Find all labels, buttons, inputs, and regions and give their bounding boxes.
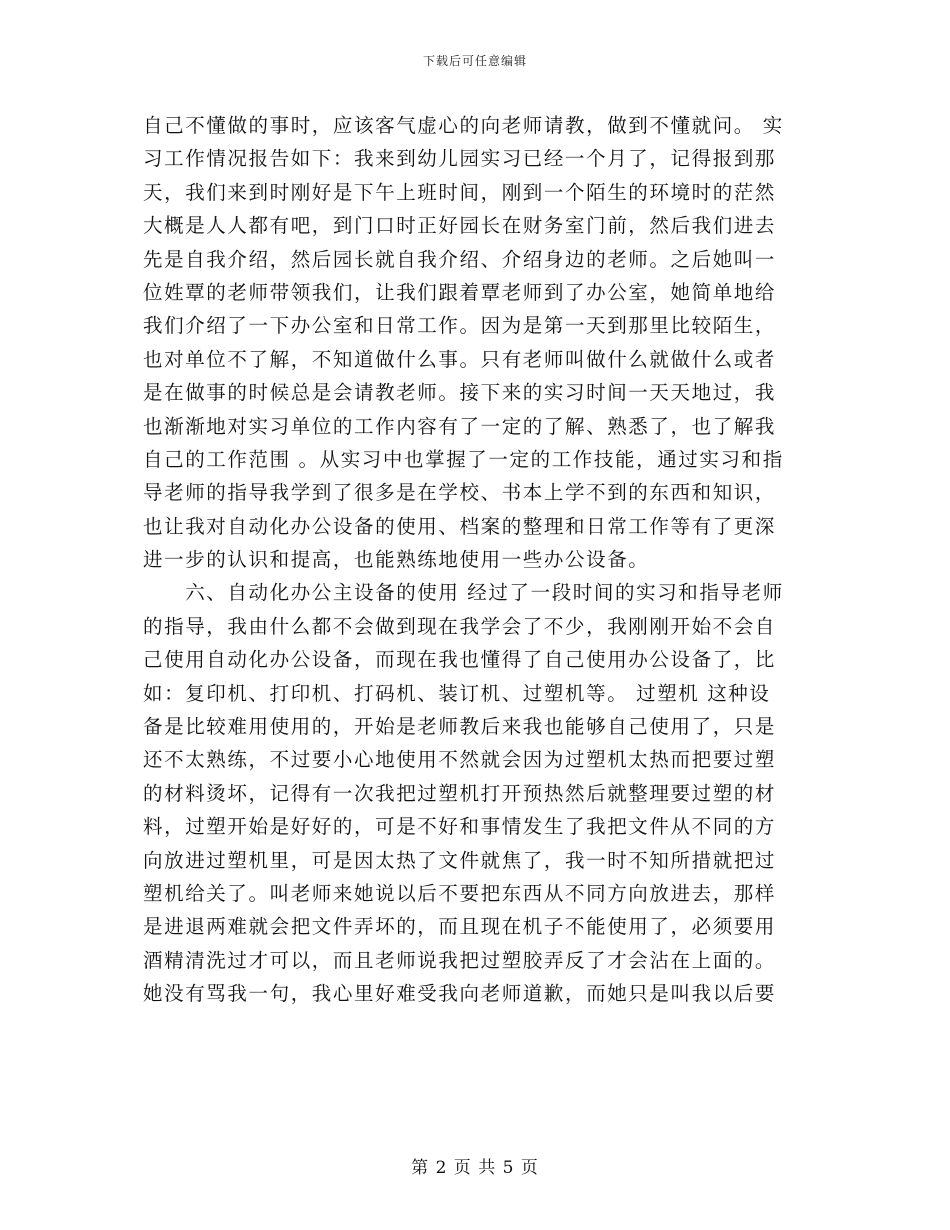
text-line: 大概是人人都有吧，到门口时正好园长在财务室门前，然后我们进去 [143, 214, 777, 238]
page-footer-suffix: 页 [520, 1158, 539, 1178]
text-line: 己使用自动化办公设备，而现在我也懂得了自己使用办公设备了，比 [143, 648, 777, 672]
text-line: 导老师的指导我学到了很多是在学校、书本上学不到的东西和知识， [143, 481, 777, 505]
text-line: 进一步的认识和提高，也能熟练地使用一些办公设备。 [143, 548, 650, 572]
text-line: 料，过塑开始是好好的，可是不好和事情发生了我把文件从不同的方 [143, 815, 777, 839]
text-line: 是进退两难就会把文件弄坏的，而且现在机子不能使用了，必须要用 [143, 915, 777, 939]
text-line: 位姓覃的老师带领我们，让我们跟着覃老师到了办公室，她简单地给 [143, 280, 777, 304]
text-line: 自己不懂做的事时，应该客气虚心的向老师请教，做到不懂就问。 实 [143, 114, 784, 137]
text-line: 是在做事的时候总是会请教老师。接下来的实习时间一天天地过，我 [143, 381, 777, 405]
page-footer-middle: 页 共 [453, 1158, 503, 1178]
text-line: 习工作情况报告如下：我来到幼儿园实习已经一个月了，记得报到那 [143, 147, 777, 171]
text-line: 自己的工作范围 。从实习中也掌握了一定的工作技能，通过实习和指 [143, 447, 784, 471]
text-line: 她没有骂我一句，我心里好难受我向老师道歉，而她只是叫我以后要 [143, 982, 777, 1006]
page-footer-prefix: 第 [411, 1158, 436, 1178]
text-line: 塑机给关了。叫老师来她说以后不要把东西从不同方向放进去，那样 [143, 881, 777, 905]
text-line: 还不太熟练，不过要小心地使用不然就会因为过塑机太热而把要过塑 [143, 748, 777, 772]
text-line: 的材料烫坏，记得有一次我把过塑机打开预热然后就整理要过塑的材 [143, 781, 777, 805]
text-line: 的指导，我由什么都不会做到现在我学会了不少，我刚刚开始不会自 [143, 614, 777, 638]
text-line: 也让我对自动化办公设备的使用、档案的整理和日常工作等有了更深 [143, 514, 777, 538]
text-line: 六、自动化办公主设备的使用 经过了一段时间的实习和指导老师 [143, 581, 784, 605]
text-line: 酒精清洗过才可以，而且老师说我把过塑胶弄反了才会沾在上面的。 [143, 948, 777, 972]
page-footer [0, 1153, 950, 1178]
text-line: 也渐渐地对实习单位的工作内容有了一定的了解、熟悉了，也了解我 [143, 414, 777, 438]
page-number-current: 2 [435, 1158, 454, 1178]
text-line: 也对单位不了解，不知道做什么事。只有老师叫做什么就做什么或者 [143, 347, 777, 371]
text-line: 向放进过塑机里，可是因太热了文件就焦了，我一时不知所措就把过 [143, 848, 777, 872]
page-number-total: 5 [502, 1158, 521, 1178]
page-header: 下载后可任意编辑 [422, 54, 527, 68]
body-text [143, 109, 798, 1011]
text-line: 天，我们来到时刚好是下午上班时间，刚到一个陌生的环境时的茫然 [143, 180, 777, 204]
text-line: 如：复印机、打印机、打码机、装订机、过塑机等。 过塑机 这种设 [143, 681, 771, 705]
text-line: 先是自我介绍，然后园长就自我介绍、介绍身边的老师。之后她叫一 [143, 247, 777, 271]
text-line: 备是比较难用使用的，开始是老师教后来我也能够自己使用了，只是 [143, 715, 777, 739]
text-line: 我们介绍了一下办公室和日常工作。因为是第一天到那里比较陌生， [143, 314, 777, 338]
